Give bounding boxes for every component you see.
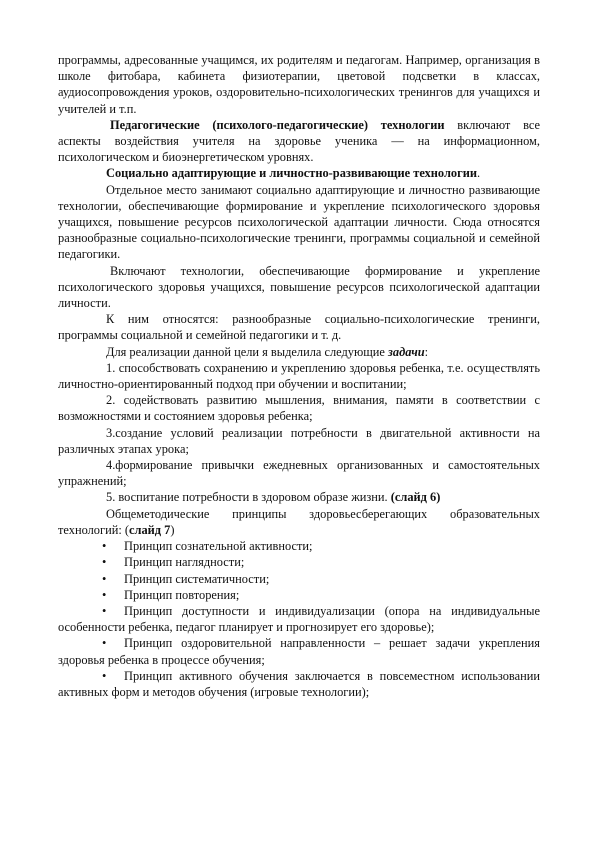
bullet-icon: • — [102, 539, 107, 554]
tasks-word: задачи — [388, 344, 425, 359]
paragraph-tasks-intro — [58, 344, 540, 360]
bullet-icon: • — [102, 603, 107, 618]
slide-7-ref: слайд 7 — [129, 522, 171, 537]
paragraph-principles-intro — [58, 506, 540, 538]
task-3: 3.создание условий реализации потребности в двигательной активности на различных этапах урока; — [58, 425, 540, 456]
bullet-icon: • — [102, 555, 107, 570]
paragraph-separate-place: Отдельное место занимают социально адаптирующие и личностно развивающие технологии, обеспечивающие формирование и укрепление психологического здоровья учащихся, повышение ресурсов психологической адаптации личности. Сюда относятся разнообразные социально-психологические тренинги, программы социальной и семейной педагогики. — [58, 182, 540, 262]
task-5-text: 5. воспитание потребности в здоровом образе жизни. — [106, 490, 391, 505]
bullet-icon: • — [102, 636, 107, 651]
pedagogical-tech-term: Педагогические (психолого-педагогические) технологии — [110, 117, 445, 132]
bullet-icon: • — [102, 668, 107, 683]
heading-social-tech-dot: . — [477, 166, 481, 181]
document-page — [58, 52, 540, 700]
heading-social-tech — [58, 165, 540, 181]
task-4: 4.формирование привычки ежедневных организованных и самостоятельных упражнений; — [58, 458, 540, 489]
task-5 — [58, 489, 540, 505]
heading-social-tech-text: Социально адаптирующие и личностно-развивающие технологии — [106, 166, 478, 181]
principle-item: • Принцип систематичности; — [102, 571, 270, 586]
tasks-intro-text: Для реализации данной цели я выделила следующие — [106, 344, 389, 359]
principles-list — [58, 538, 540, 700]
paragraph-they-include: К ним относятся: разнообразные социально-психологические тренинги, программы социальной и семейной педагогики и т. д. — [58, 312, 540, 343]
pedagogical-tech-text: включают все аспекты воздействия учителя на здоровье ученика — на информационном, психологическом и биоэнергетическом уровнях. — [58, 117, 540, 165]
principle-item: • Принцип наглядности; — [102, 555, 245, 570]
task-1: 1. способствовать сохранению и укреплению здоровья ребенка, т.е. осуществлять личностно-ориентированный подход при обучении и воспитании; — [58, 360, 540, 392]
bullet-icon: • — [102, 571, 107, 586]
principle-item: • Принцип доступности и индивидуализации (опора на индивидуальные особенности ребенка, педагог планирует и прогнозирует его здоровье); — [58, 603, 540, 635]
principles-intro-close: ) — [170, 522, 175, 537]
slide-6-ref: (слайд 6) — [390, 490, 441, 505]
bullet-icon: • — [102, 587, 107, 602]
paragraph-include-tech: Включают технологии, обеспечивающие формирование и укрепление психологического здоровья учащихся, повышение ресурсов психологической адаптации личности. — [58, 263, 540, 311]
principle-item: • Принцип оздоровительной направленности – решает задачи укрепления здоровья ребенка в процессе обучения; — [58, 636, 540, 667]
principle-item: • Принцип повторения; — [102, 587, 240, 602]
paragraph-pedagogical-tech — [58, 117, 540, 166]
principle-item: • Принцип сознательной активности; — [102, 539, 313, 554]
paragraph-programs: программы, адресованные учащимся, их родителям и педагогам. Например, организация в школе фитобара, кабинета физиотерапии, цветовой подсветки в классах, аудиосопровождения уроков, оздоровительно-психологических тренингов для учащихся и учителей и т.п. — [58, 53, 540, 116]
tasks-colon: : — [424, 344, 429, 359]
task-2: 2. содействовать развитию мышления, внимания, памяти в соответствии с возможностями и состоянием здоровья ребенка; — [58, 393, 540, 424]
principle-item: • Принцип активного обучения заключается в повсеместном использовании активных форм и методов обучения (игровые технологии); — [58, 668, 540, 699]
principles-intro-text: Общеметодические принципы здоровьесберегающих образовательных технологий: ( — [58, 506, 540, 537]
